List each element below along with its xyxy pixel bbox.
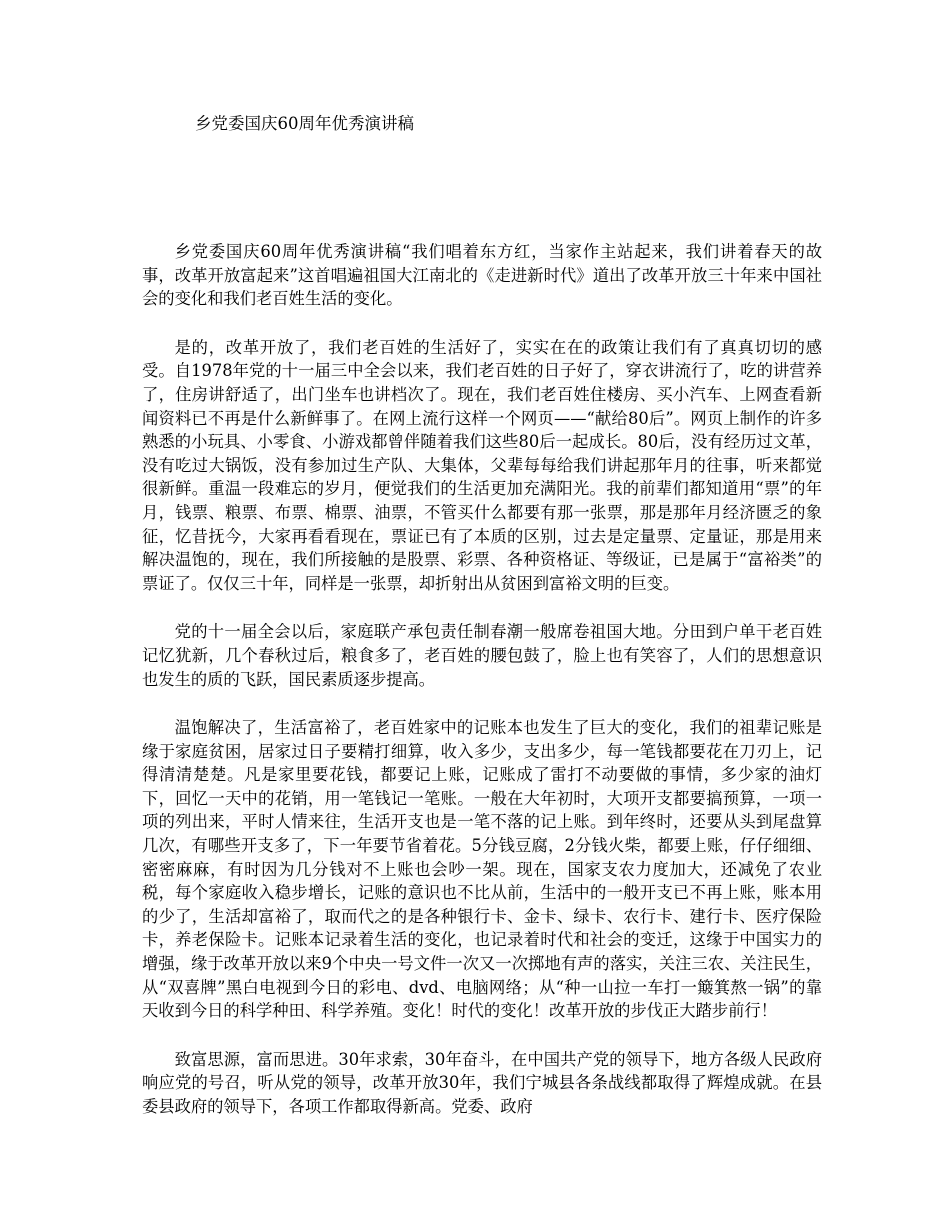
paragraph-1: 乡党委国庆60周年优秀演讲稿“我们唱着东方红，当家作主站起来，我们讲着春天的故事，改革开放富起来”这首唱遍祖国大江南北的《走进新时代》道出了改革开放三十年来中国社会的变化和我们老百姓生活的变化。 <box>142 242 822 309</box>
document-body <box>142 240 822 1144</box>
paragraph-4: 温饱解决了，生活富裕了，老百姓家中的记账本也发生了巨大的变化，我们的祖辈记账是缘于家庭贫困，居家过日子要精打细算，收入多少，支出多少，每一笔钱都要花在刀刃上，记得清清楚楚。凡是家里要花钱，都要记上账，记账成了雷打不动要做的事情，多少家的油灯下，回忆一天中的花销，用一笔钱记一笔账。一般在大年初时，大项开支都要搞预算，一项一项的列出来，平时人情来往，生活开支也是一笔不落的记上账。到年终时，还要从头到尾盘算几次，有哪些开支多了，下一年要节省着花。5分钱豆腐，2分钱火柴，都要上账，仔仔细细、密密麻麻，有时因为几分钱对不上账也会吵一架。现在，国家支农力度加大，还减免了农业税，每个家庭收入稳步增长，记账的意识也不比从前，生活中的一般开支已不再上账，账本用的少了，生活却富裕了，取而代之的是各种银行卡、金卡、绿卡、农行卡、建行卡、医疗保险卡，养老保险卡。记账本记录着生活的变化，也记录着时代和社会的变迁，这缘于中国实力的增强，缘于改革开放以来9个中央一号文件一次又一次掷地有声的落实，关注三农、关注民生，从“双喜牌”黑白电视到今日的彩电、dvd、电脑网络；从“种一山拉一车打一簸箕熬一锅”的靠天收到今日的科学种田、科学养殖。变化！时代的变化！改革开放的步伐正大踏步前行！ <box>142 718 822 1021</box>
paragraph-3: 党的十一届全会以后，家庭联产承包责任制春潮一般席卷祖国大地。分田到户单干老百姓记忆犹新，几个春秋过后，粮食多了，老百姓的腰包鼓了，脸上也有笑容了，人们的思想意识也发生的质的飞跃，国民素质逐步提高。 <box>142 622 822 689</box>
paragraph-5: 致富思源，富而思进。30年求索，30年奋斗，在中国共产党的领导下，地方各级人民政府响应党的号召，听从党的领导，改革开放30年，我们宁城县各条战线都取得了辉煌成就。在县委县政府的领导下，各项工作都取得新高。党委、政府 <box>142 1049 822 1116</box>
paragraph-2: 是的，改革开放了，我们老百姓的生活好了，实实在在的政策让我们有了真真切切的感受。自1978年党的十一届三中全会以来，我们老百姓的日子好了，穿衣讲流行了，吃的讲营养了，住房讲舒适了，出门坐车也讲档次了。现在，我们老百姓住楼房、买小汽车、上网查看新闻资料已不再是什么新鲜事了。在网上流行这样一个网页——“献给80后”。网页上制作的许多熟悉的小玩具、小零食、小游戏都曾伴随着我们这些80后一起成长。80后，没有经历过文革，没有吃过大锅饭，没有参加过生产队、大集体，父辈每每给我们讲起那年月的往事，听来都觉很新鲜。重温一段难忘的岁月，便觉我们的生活更加充满阳光。我的前辈们都知道用“票”的年月，钱票、粮票、布票、棉票、油票，不管买什么都要有那一张票，那是那年月经济匮乏的象征，忆昔抚今，大家再看看现在，票证已有了本质的区别，过去是定量票、定量证，那是用来解决温饱的，现在，我们所接触的是股票、彩票、各种资格证、等级证，已是属于“富裕类”的票证了。仅仅三十年，同样是一张票，却折射出从贫困到富裕文明的巨变。 <box>142 337 822 593</box>
document-title: 乡党委国庆60周年优秀演讲稿 <box>195 114 414 133</box>
